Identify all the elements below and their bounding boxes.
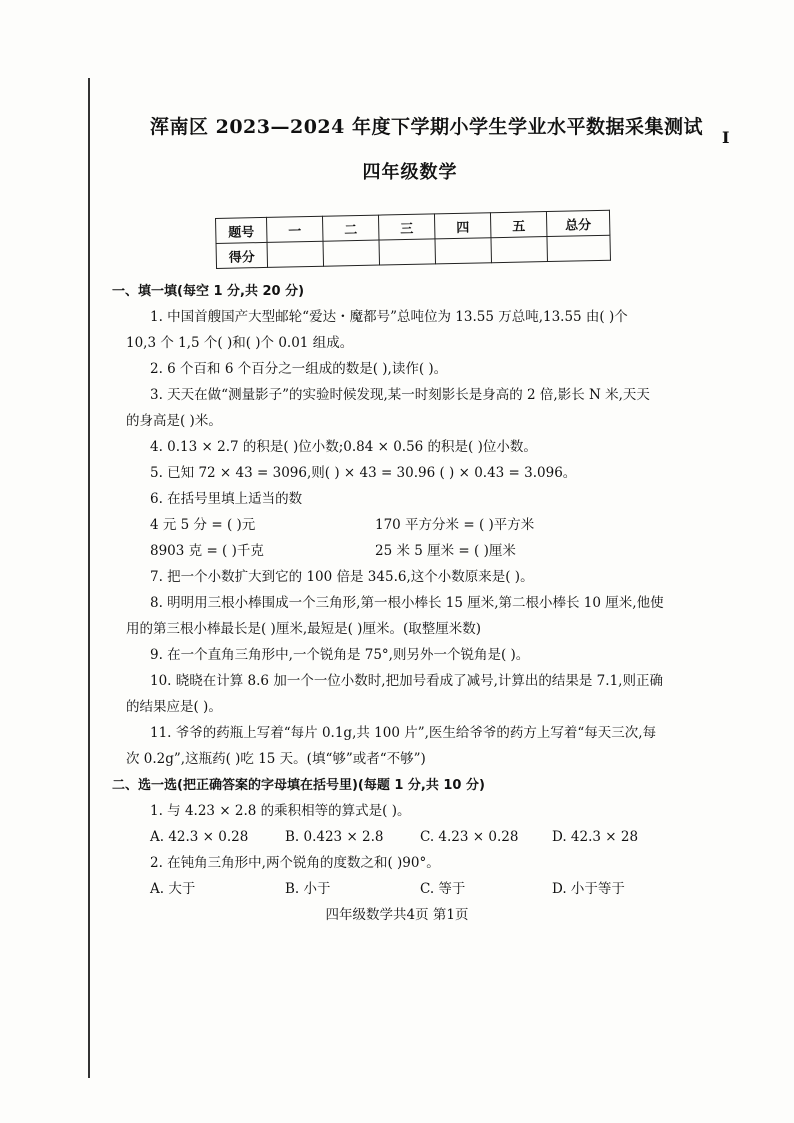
score-blank[interactable] — [379, 239, 436, 265]
score-cell: 五 — [490, 212, 547, 238]
score-blank[interactable] — [547, 235, 611, 261]
score-cell: 三 — [378, 214, 435, 240]
score-blank[interactable] — [323, 240, 380, 266]
score-row-label: 得分 — [216, 242, 268, 268]
choice-option-b[interactable]: B. 小于 — [285, 881, 331, 897]
choice-question: 1. 与 4.23 × 2.8 的乘积相等的算式是( )。 — [150, 803, 411, 819]
score-cell: 题号 — [216, 217, 268, 243]
choice-option-c[interactable]: C. 4.23 × 0.28 — [420, 829, 519, 845]
binding-line — [88, 78, 90, 1078]
corner-mark: I — [722, 128, 730, 147]
exam-title: 浑南区 2023—2024 年度下学期小学生学业水平数据采集测试 — [150, 116, 703, 138]
score-table — [215, 210, 611, 269]
score-cell: 总分 — [546, 210, 610, 236]
fill-item: 25 米 5 厘米 = ( )厘米 — [375, 543, 516, 559]
fill-item: 170 平方分米 = ( )平方米 — [375, 517, 535, 533]
question-line: 1. 中国首艘国产大型邮轮“爱达・魔都号”总吨位为 13.55 万总吨,13.55 由( )个 — [150, 309, 628, 325]
fill-item: 4 元 5 分 = ( )元 — [150, 517, 256, 533]
section1-heading: 一、填一填(每空 1 分,共 20 分) — [112, 284, 305, 299]
question-line: 用的第三根小棒最长是( )厘米,最短是( )厘米。(取整厘米数) — [126, 621, 481, 637]
question-line: 10,3 个 1,5 个( )和( )个 0.01 组成。 — [126, 335, 354, 351]
choice-option-b[interactable]: B. 0.423 × 2.8 — [285, 829, 384, 845]
choice-option-d[interactable]: D. 小于等于 — [552, 881, 625, 897]
question-line: 2. 6 个百和 6 个百分之一组成的数是( ),读作( )。 — [150, 361, 448, 377]
question-line: 的结果应是( )。 — [126, 699, 222, 715]
question-line: 9. 在一个直角三角形中,一个锐角是 75°,则另外一个锐角是( )。 — [150, 647, 530, 663]
choice-option-a[interactable]: A. 大于 — [150, 881, 196, 897]
score-blank[interactable] — [491, 237, 548, 263]
question-line: 5. 已知 72 × 43 = 3096,则( ) × 43 = 30.96 ( ) × 0.43 = 3.096。 — [150, 465, 577, 481]
choice-option-d[interactable]: D. 42.3 × 28 — [552, 829, 639, 845]
question-line: 次 0.2g”,这瓶药( )吃 15 天。(填“够”或者“不够”) — [126, 751, 426, 767]
question-line: 的身高是( )米。 — [126, 413, 222, 429]
question-line: 8. 明明用三根小棒围成一个三角形,第一根小棒长 15 厘米,第二根小棒长 10 厘米,他使 — [150, 595, 664, 611]
choice-option-c[interactable]: C. 等于 — [420, 881, 466, 897]
question-line: 6. 在括号里填上适当的数 — [150, 491, 303, 507]
choice-question: 2. 在钝角三角形中,两个锐角的度数之和( )90°。 — [150, 855, 440, 871]
score-blank[interactable] — [435, 238, 492, 264]
fill-item: 8903 克 = ( )千克 — [150, 543, 264, 559]
score-cell: 四 — [434, 213, 491, 239]
score-blank[interactable] — [267, 241, 324, 267]
question-line: 4. 0.13 × 2.7 的积是( )位小数;0.84 × 0.56 的积是( )位小数。 — [150, 439, 537, 455]
exam-subtitle: 四年级数学 — [362, 162, 458, 183]
question-line: 10. 晓晓在计算 8.6 加一个一位小数时,把加号看成了减号,计算出的结果是 7.1,则正确 — [150, 673, 663, 689]
section2-heading: 二、选一选(把正确答案的字母填在括号里)(每题 1 分,共 10 分) — [112, 778, 485, 793]
score-cell: 一 — [266, 216, 323, 242]
question-line: 11. 爷爷的药瓶上写着“每片 0.1g,共 100 片”,医生给爷爷的药方上写着“每天三次,每 — [150, 725, 657, 741]
score-cell: 二 — [322, 215, 379, 241]
choice-option-a[interactable]: A. 42.3 × 0.28 — [150, 829, 249, 845]
question-line: 3. 天天在做“测量影子”的实验时候发现,某一时刻影长是身高的 2 倍,影长 N 米,天天 — [150, 387, 650, 403]
page-footer: 四年级数学共4页 第1页 — [325, 907, 469, 923]
question-line: 7. 把一个小数扩大到它的 100 倍是 345.6,这个小数原来是( )。 — [150, 569, 534, 585]
